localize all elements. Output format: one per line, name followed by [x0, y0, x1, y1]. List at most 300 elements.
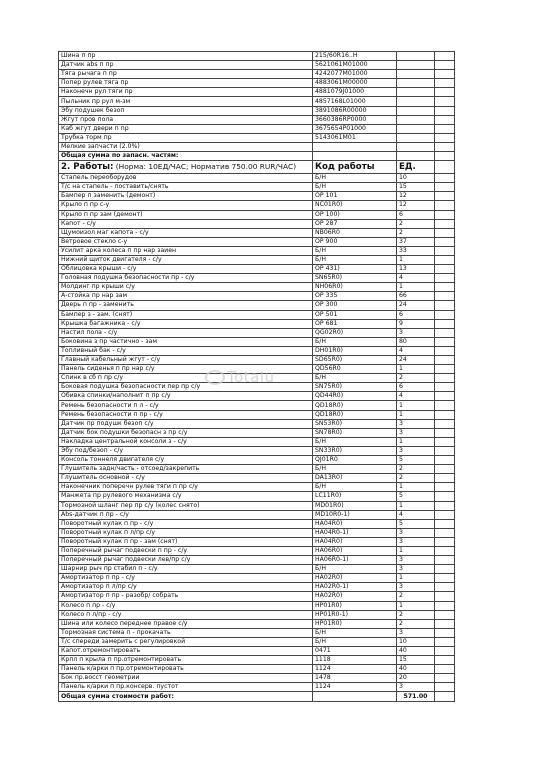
work-row [59, 383, 455, 392]
units-cell [397, 124, 435, 133]
work-row [59, 292, 455, 301]
work-row [59, 337, 455, 346]
works-total-label: Общая сумма стоимости работ: [59, 692, 313, 701]
units-cell: 4 [397, 392, 435, 401]
units-cell: 4 [397, 510, 435, 519]
units-cell: 3 [397, 556, 435, 565]
units-cell [397, 70, 435, 79]
extra-cell [435, 337, 455, 346]
extra-cell [435, 192, 455, 201]
code-cell: 4857168L01000 [313, 97, 397, 106]
part-row [59, 61, 455, 70]
units-cell: 3 [397, 328, 435, 337]
code-cell: HA04R0-1) [313, 528, 397, 537]
units-cell: 3 [397, 565, 435, 574]
work-row [59, 410, 455, 419]
units-cell: 15 [397, 183, 435, 192]
units-cell [397, 106, 435, 115]
code-cell [313, 142, 397, 151]
work-row [59, 528, 455, 537]
units-cell: 5 [397, 519, 435, 528]
code-cell: Б/Н [313, 637, 397, 646]
description-cell: Бампер п заменить (демонт) [59, 192, 313, 201]
code-cell: 0471 [313, 647, 397, 656]
col-units-header: ЕД. [397, 161, 435, 174]
extra-cell [435, 133, 455, 142]
code-cell: MD01R0) [313, 501, 397, 510]
works-header-suffix: (Норма: 10ЕД/ЧАС; Норматив 750.00 RUR/ЧАС) [113, 162, 297, 172]
code-cell: SN33R0) [313, 446, 397, 455]
code-cell: HA04R0) [313, 537, 397, 546]
units-cell: 4 [397, 346, 435, 355]
extra-cell [435, 346, 455, 355]
work-row [59, 674, 455, 683]
description-cell: Консоль тоннеля двигателя с/у [59, 456, 313, 465]
code-cell: 3675654P01000 [313, 124, 397, 133]
units-cell: 1 [397, 546, 435, 555]
work-row [59, 419, 455, 428]
work-row [59, 401, 455, 410]
extra-cell [435, 628, 455, 637]
units-cell: 3 [397, 528, 435, 537]
description-cell: Капот - с/у [59, 219, 313, 228]
code-cell: Б/Н [313, 628, 397, 637]
extra-cell [435, 61, 455, 70]
code-cell: 3891086R00000 [313, 106, 397, 115]
units-cell: 6 [397, 383, 435, 392]
code-cell: Б/Н [313, 565, 397, 574]
work-row [59, 483, 455, 492]
code-cell: NB06R0 [313, 228, 397, 237]
extra-cell [435, 674, 455, 683]
extra-cell [435, 292, 455, 301]
part-row [59, 79, 455, 88]
code-cell: Б/Н [313, 374, 397, 383]
parts-total-row [59, 152, 455, 161]
code-cell: Б/Н [313, 337, 397, 346]
extra-cell [435, 556, 455, 565]
code-cell: ОР 300 [313, 301, 397, 310]
description-cell: Топливный бак - с/у [59, 346, 313, 355]
extra-cell [435, 528, 455, 537]
work-row [59, 592, 455, 601]
description-cell: Крыло п пр с-у [59, 201, 313, 210]
code-cell: 1118 [313, 656, 397, 665]
estimate-table [58, 51, 455, 702]
code-cell: ОР 431) [313, 265, 397, 274]
extra-cell [435, 237, 455, 246]
description-cell: Наконечн рул тяги пр [59, 88, 313, 97]
code-cell: LC11R0) [313, 492, 397, 501]
description-cell: Abs-датчик п пр - с/у [59, 510, 313, 519]
work-row [59, 265, 455, 274]
description-cell: Панель к/арки п пр.отремонтировать [59, 665, 313, 674]
work-row [59, 228, 455, 237]
works-header-prefix: 2. Работы: [61, 162, 114, 173]
code-cell: 215/60R16..H [313, 52, 397, 61]
description-cell: Облицовка крыши - с/у [59, 265, 313, 274]
extra-cell [435, 210, 455, 219]
units-cell [397, 61, 435, 70]
extra-cell [435, 565, 455, 574]
units-cell: 3 [397, 583, 435, 592]
part-row [59, 88, 455, 97]
extra-cell [435, 283, 455, 292]
extra-cell [435, 319, 455, 328]
work-row [59, 301, 455, 310]
units-cell: 2 [397, 610, 435, 619]
extra-cell [435, 419, 455, 428]
code-cell: HA02R0-1) [313, 583, 397, 592]
units-cell: 24 [397, 301, 435, 310]
extra-cell [435, 106, 455, 115]
extra-cell [435, 265, 455, 274]
code-cell: 1124 [313, 683, 397, 692]
code-cell: ОР 900 [313, 237, 397, 246]
code-cell: 5621061M01000 [313, 61, 397, 70]
code-cell: Б/Н [313, 255, 397, 264]
extra-cell [435, 142, 455, 151]
description-cell: А-стойка пр нар зам [59, 292, 313, 301]
description-cell: Эбу под/безоп - с/у [59, 446, 313, 455]
units-cell: 1 [397, 437, 435, 446]
work-row [59, 428, 455, 437]
units-cell: 3 [397, 446, 435, 455]
units-cell: 40 [397, 647, 435, 656]
work-row [59, 574, 455, 583]
code-cell: HA04R0) [313, 519, 397, 528]
units-cell: 13 [397, 265, 435, 274]
part-row [59, 70, 455, 79]
code-cell: Б/Н [313, 437, 397, 446]
extra-cell [435, 683, 455, 692]
code-cell: QJ01R0 [313, 456, 397, 465]
description-cell: Колесо п л/пр - с/у [59, 610, 313, 619]
units-cell: 66 [397, 292, 435, 301]
work-row [59, 556, 455, 565]
units-cell: 33 [397, 246, 435, 255]
units-cell: 3 [397, 428, 435, 437]
units-cell: 40 [397, 665, 435, 674]
description-cell: Мелкие запчасти (2.0%) [59, 142, 313, 151]
extra-cell [435, 456, 455, 465]
description-cell: Ветровое стекло с-у [59, 237, 313, 246]
work-row [59, 610, 455, 619]
extra-cell [435, 637, 455, 646]
part-row [59, 142, 455, 151]
code-cell: SN65R0) [313, 274, 397, 283]
work-row [59, 374, 455, 383]
extra-cell [435, 592, 455, 601]
extra-cell [435, 124, 455, 133]
work-row [59, 365, 455, 374]
description-cell: Пыльник пр рул м-зм [59, 97, 313, 106]
description-cell: Колесо п пр - с/у [59, 601, 313, 610]
code-cell: HA02R0) [313, 574, 397, 583]
units-cell: 37 [397, 237, 435, 246]
parts-section [59, 52, 455, 152]
code-cell: QD18R0) [313, 410, 397, 419]
description-cell: Головная подушка безопасности пр - с/у [59, 274, 313, 283]
work-row [59, 519, 455, 528]
description-cell: Каб жгут двери п пр [59, 124, 313, 133]
work-row [59, 456, 455, 465]
work-row [59, 310, 455, 319]
description-cell: Щумоизол маг капота - с/у [59, 228, 313, 237]
units-cell: 2 [397, 474, 435, 483]
description-cell: Бампер з - зам. (снят) [59, 310, 313, 319]
units-cell: 20 [397, 674, 435, 683]
work-row [59, 546, 455, 555]
extra-cell [435, 374, 455, 383]
description-cell: Тормозной шланг пер пр с/у (колес снято) [59, 501, 313, 510]
code-cell: ОР 100) [313, 210, 397, 219]
description-cell: Тяга рычага п пр [59, 70, 313, 79]
code-cell: HP01R0) [313, 619, 397, 628]
units-cell: 10 [397, 174, 435, 183]
work-row [59, 201, 455, 210]
extra-cell [435, 310, 455, 319]
works-header-row [59, 161, 455, 174]
description-cell: Поворотный кулак п пр - зам (снят) [59, 537, 313, 546]
code-cell: HA02R0) [313, 592, 397, 601]
extra-cell [435, 274, 455, 283]
description-cell: Датчик бок подушки безопасн з пр с/у [59, 428, 313, 437]
description-cell: Шарнир рыч пр стабил п - с/у [59, 565, 313, 574]
extra-cell [435, 601, 455, 610]
code-cell: QG02R0) [313, 328, 397, 337]
extra-cell [435, 356, 455, 365]
units-cell: 2 [397, 465, 435, 474]
units-cell: 10 [397, 637, 435, 646]
units-cell: 1 [397, 365, 435, 374]
extra-cell [435, 219, 455, 228]
extra-cell [435, 246, 455, 255]
work-row [59, 583, 455, 592]
units-cell [397, 52, 435, 61]
extra-cell [435, 619, 455, 628]
units-cell: 1 [397, 601, 435, 610]
units-cell: 1 [397, 255, 435, 264]
description-cell: Дверь п пр - заменить [59, 301, 313, 310]
work-row [59, 174, 455, 183]
works-total-value: 571.00 [397, 692, 435, 701]
code-cell: MD10R0-1) [313, 510, 397, 519]
description-cell: Боковая подушка безопасности пер пр с/у [59, 383, 313, 392]
work-row [59, 255, 455, 264]
work-row [59, 283, 455, 292]
description-cell: Поперечный рычаг подвески лев/пр с/у [59, 556, 313, 565]
code-cell: ОР 501 [313, 310, 397, 319]
code-cell: NC01R0) [313, 201, 397, 210]
extra-cell [435, 97, 455, 106]
units-cell: 6 [397, 310, 435, 319]
units-cell [397, 88, 435, 97]
units-cell: 3 [397, 683, 435, 692]
description-cell: Попер рулев тяга пр [59, 79, 313, 88]
units-cell [397, 133, 435, 142]
code-cell: SN78R0) [313, 428, 397, 437]
extra-cell [435, 328, 455, 337]
work-row [59, 437, 455, 446]
parts-total-label: Общая сумма по запасн. частям: [59, 152, 313, 161]
description-cell: Ремень безопасности п л - с/у [59, 401, 313, 410]
description-cell: Манжета пр рулевого механизма с/у [59, 492, 313, 501]
description-cell: Стапель переоборудов [59, 174, 313, 183]
work-row [59, 665, 455, 674]
units-cell: 1 [397, 401, 435, 410]
extra-cell [435, 647, 455, 656]
code-cell: ОР 335 [313, 292, 397, 301]
description-cell: Капот.отремонтировать [59, 647, 313, 656]
watermark-text: Totalu [227, 368, 275, 386]
extra-cell [435, 437, 455, 446]
code-cell: HP01R0) [313, 601, 397, 610]
extra-cell [435, 228, 455, 237]
work-row [59, 628, 455, 637]
code-cell: HA06R0-1) [313, 556, 397, 565]
description-cell: Эбу подушек безоп [59, 106, 313, 115]
work-row [59, 656, 455, 665]
code-cell: SD65R0) [313, 356, 397, 365]
description-cell: Глушитель задн/часть - отсоед/закрепить [59, 465, 313, 474]
description-cell: Крпл п крыла п пр.отремонтировать [59, 656, 313, 665]
units-cell: 1 [397, 501, 435, 510]
works-header-label [59, 161, 313, 174]
extra-cell [435, 537, 455, 546]
units-cell: 2 [397, 228, 435, 237]
description-cell: Поворотный кулак п пр - с/у [59, 519, 313, 528]
col-code-header: Код работы [313, 161, 397, 174]
extra-cell [435, 201, 455, 210]
code-cell: SN53R0) [313, 419, 397, 428]
extra-cell [435, 546, 455, 555]
units-cell: 5 [397, 456, 435, 465]
units-cell [397, 115, 435, 124]
extra-cell [435, 510, 455, 519]
description-cell: Датчик abs п пр [59, 61, 313, 70]
units-cell: 3 [397, 419, 435, 428]
extra-cell [435, 610, 455, 619]
work-row [59, 237, 455, 246]
units-cell: 24 [397, 356, 435, 365]
description-cell: Усилит арка колеса п пр нар заиен [59, 246, 313, 255]
works-header-section [59, 161, 455, 174]
units-cell: 1 [397, 483, 435, 492]
code-cell: QD18R0) [313, 401, 397, 410]
units-cell: 2 [397, 619, 435, 628]
description-cell: Молдинг пр крыши с/у [59, 283, 313, 292]
description-cell: Главный кабельный жгут - с/у [59, 356, 313, 365]
code-cell: QD44R0) [313, 392, 397, 401]
units-cell: 4 [397, 274, 435, 283]
work-row [59, 328, 455, 337]
description-cell: Панель к/арки п пр.консерв. пустот [59, 683, 313, 692]
code-cell: ОР 287 [313, 219, 397, 228]
work-row [59, 446, 455, 455]
units-cell: 3 [397, 628, 435, 637]
description-cell: Обивка спинки/наполнит п пр с/у [59, 392, 313, 401]
description-cell: Шина п пр [59, 52, 313, 61]
code-cell: 5143061M01 [313, 133, 397, 142]
code-cell: QD56R0 [313, 365, 397, 374]
extra-cell [435, 583, 455, 592]
code-cell: ОР 101 [313, 192, 397, 201]
units-cell [397, 79, 435, 88]
code-cell: Б/Н [313, 465, 397, 474]
extra-cell [435, 255, 455, 264]
extra-cell [435, 428, 455, 437]
part-row [59, 124, 455, 133]
work-row [59, 637, 455, 646]
part-row [59, 106, 455, 115]
works-total-row [59, 692, 455, 701]
part-row [59, 52, 455, 61]
units-cell: 6 [397, 210, 435, 219]
work-row [59, 601, 455, 610]
work-row [59, 356, 455, 365]
extra-cell [435, 79, 455, 88]
work-row [59, 683, 455, 692]
extra-cell [435, 174, 455, 183]
extra-cell [435, 52, 455, 61]
units-cell: 3 [397, 537, 435, 546]
extra-cell [435, 410, 455, 419]
code-cell: Б/Н [313, 483, 397, 492]
code-cell: 4883061M00000 [313, 79, 397, 88]
description-cell: Боковина з пр частично - зам [59, 337, 313, 346]
description-cell: Амортизатор п пр - с/у [59, 574, 313, 583]
description-cell: Настил пола - с/у [59, 328, 313, 337]
extra-cell [435, 401, 455, 410]
description-cell: Поворотный кулак п л/пр с/у [59, 528, 313, 537]
extra-cell [435, 492, 455, 501]
units-cell [397, 97, 435, 106]
work-row [59, 192, 455, 201]
description-cell: Наконечник поперечн рулев тяги п пр с/у [59, 483, 313, 492]
extra-cell [435, 365, 455, 374]
extra-cell [435, 519, 455, 528]
description-cell: Трубка торм пр [59, 133, 313, 142]
extra-cell [435, 483, 455, 492]
units-cell: 5 [397, 492, 435, 501]
work-row [59, 183, 455, 192]
units-cell: 2 [397, 592, 435, 601]
code-cell: 4881079J01000 [313, 88, 397, 97]
extra-cell [435, 115, 455, 124]
work-row [59, 501, 455, 510]
extra-cell [435, 656, 455, 665]
code-cell: Б/Н [313, 183, 397, 192]
works-total-section [59, 692, 455, 701]
units-cell: 9 [397, 319, 435, 328]
work-row [59, 274, 455, 283]
part-row [59, 133, 455, 142]
code-cell: HP01R0-1) [313, 610, 397, 619]
description-cell: Ремень безопасности п пр - с/у [59, 410, 313, 419]
units-cell: 1 [397, 410, 435, 419]
extra-cell [435, 501, 455, 510]
work-row [59, 647, 455, 656]
work-row [59, 465, 455, 474]
description-cell: Бок пр.восст геометрии [59, 674, 313, 683]
extra-cell [435, 465, 455, 474]
code-cell: 4242077M01000 [313, 70, 397, 79]
units-cell: 1 [397, 283, 435, 292]
description-cell: Жгут пров пола [59, 115, 313, 124]
description-cell: Нижний щиток двигателя - с/у [59, 255, 313, 264]
work-row [59, 492, 455, 501]
